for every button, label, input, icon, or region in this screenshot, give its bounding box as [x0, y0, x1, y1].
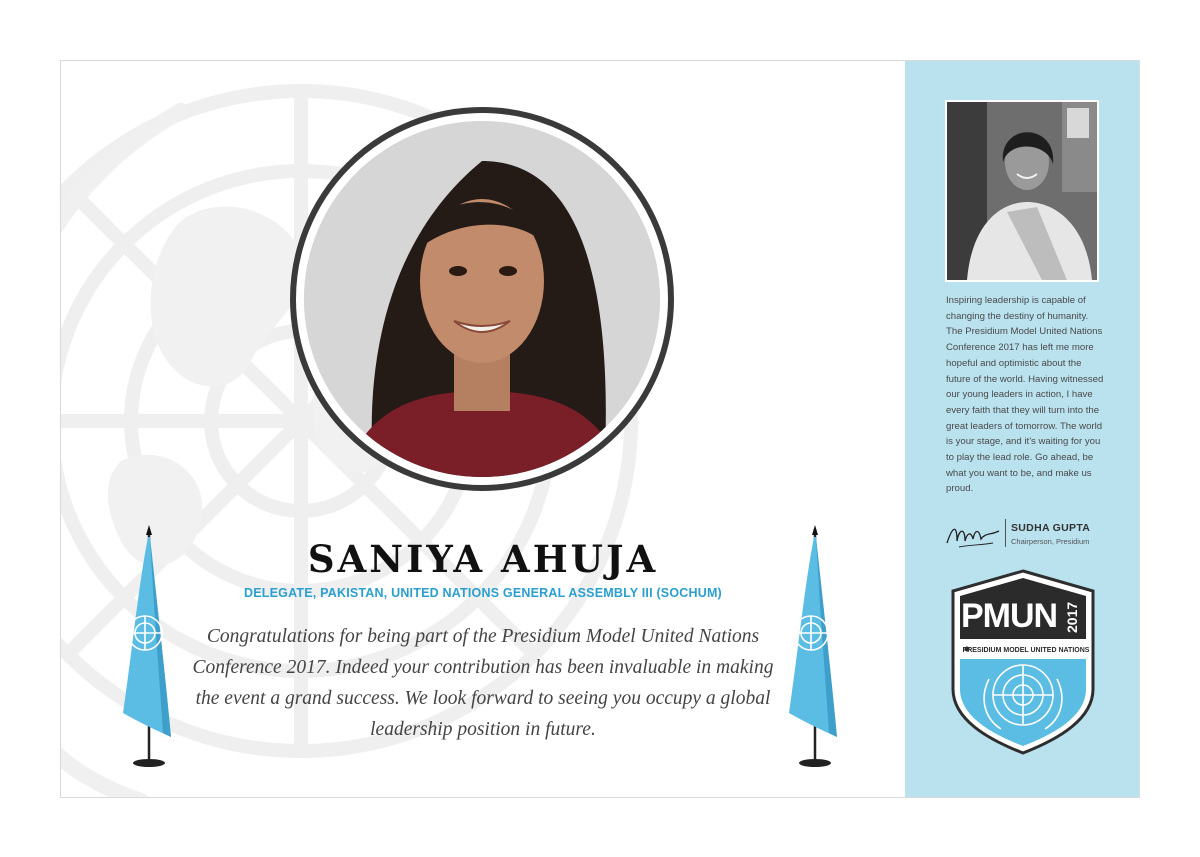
chairperson-panel: [905, 61, 1140, 797]
chairperson-photo: [945, 100, 1099, 282]
recipient-photo-frame: [290, 107, 674, 491]
certificate-main-panel: [61, 61, 905, 797]
signatory-title: Chairperson, Presidium: [1011, 537, 1090, 546]
pmun-2017-badge: [949, 569, 1097, 755]
badge-logo-text: PMUN: [960, 597, 1058, 635]
un-flag-icon: [119, 523, 179, 773]
recipient-name: SANIYA AHUJA: [307, 537, 659, 581]
congratulations-message: Congratulations for being part of the Presidium Model United Nations Conference 2017. Indeed your contribution has been invaluable in making the event a grand success. We look forward to seeing you occupy a global leadership position in future.: [192, 626, 774, 740]
recipient-photo: [304, 121, 660, 477]
recipient-role: DELEGATE, PAKISTAN, UNITED NATIONS GENERAL ASSEMBLY III (SOCHUM): [244, 586, 722, 600]
signature-divider: [1005, 519, 1006, 547]
signature-icon: [945, 519, 1001, 551]
signatory-name: SUDHA GUPTA: [1011, 522, 1091, 534]
badge-tagline: PRESIDIUM MODEL UNITED NATIONS: [962, 647, 1090, 654]
un-flag-icon: [785, 523, 845, 773]
badge-year: 2017: [1064, 601, 1080, 633]
chairperson-quote: Inspiring leadership is capable of changing the destiny of humanity. The Presidium Model United Nations Conference 2017 has left me more hopeful and optimistic about the future of the world. Having witnessed our young leaders in action, I have every faith that they will turn into the great leaders of tomorrow. The world is your stage, and it's waiting for you to play the lead role. Go ahead, be what you want to be, and make us proud.: [946, 295, 1104, 495]
certificate: [60, 60, 1140, 798]
